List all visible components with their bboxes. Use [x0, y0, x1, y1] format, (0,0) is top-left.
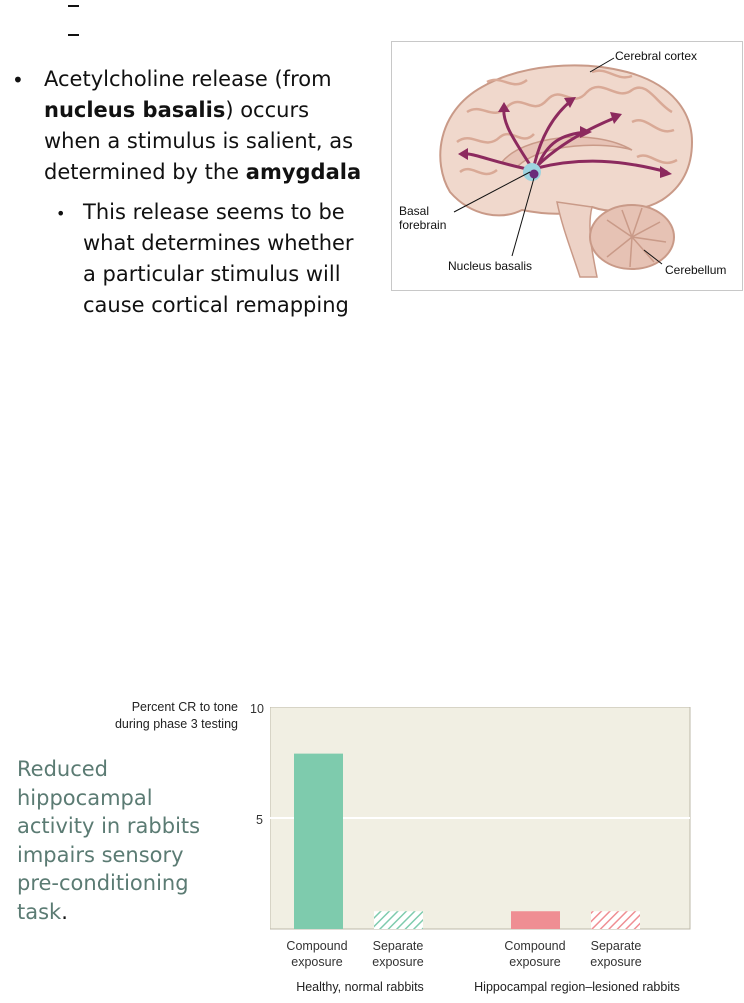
basal-forebrain-label: Basal forebrain: [399, 204, 447, 232]
side-note-line: Reduced: [17, 757, 109, 781]
y-tick-10: 10: [250, 702, 264, 716]
sub-bullet-text: This release seems to be what determines whether a particular stimulus will cause cortical remapping: [83, 200, 354, 317]
x-tick-label: Compound exposure: [286, 939, 348, 969]
list-dash-1: [68, 5, 79, 7]
y-tick-5: 5: [256, 813, 263, 827]
side-note-line: impairs sensory: [17, 842, 184, 867]
side-note-line: hippocampal: [17, 785, 153, 810]
cerebellum-shape: [590, 205, 674, 269]
chart-title: [70, 699, 238, 733]
chart-title-line-1: Percent CR to tone: [131, 700, 238, 714]
main-bullet-part1: Acetylcholine release (from: [44, 67, 332, 91]
bar-lesioned-separate: [591, 911, 640, 929]
cerebellum-label: Cerebellum: [665, 263, 727, 277]
nucleus-basalis-term: nucleus basalis: [44, 98, 226, 122]
side-note-line: task.: [17, 899, 68, 924]
nucleus-basalis-spot: [530, 170, 539, 179]
x-tick-label: Separate exposure: [590, 939, 642, 969]
side-note: [17, 755, 232, 926]
brain-illustration: [392, 42, 742, 290]
bar-healthy-compound: [294, 754, 343, 929]
bar-lesioned-compound: [511, 911, 560, 929]
bar-healthy-separate: [374, 911, 423, 929]
list-dash-2: [68, 34, 79, 36]
bar-chart: [270, 707, 694, 933]
x-tick-label: Compound exposure: [504, 939, 566, 969]
group-label-lesioned: Hippocampal region–lesioned rabbits: [474, 980, 680, 994]
cerebral-cortex-label: Cerebral cortex: [615, 49, 698, 63]
side-note-line: pre-conditioning: [17, 871, 189, 895]
main-bullet-text: [44, 64, 362, 188]
amygdala-term: amygdala: [245, 160, 362, 184]
nucleus-basalis-label: Nucleus basalis: [448, 259, 533, 273]
chart-title-line-2: during phase 3 testing: [114, 717, 238, 731]
brain-figure: [391, 41, 743, 291]
x-tick-label: Separate exposure: [372, 939, 424, 969]
side-note-line: activity in rabbits: [17, 814, 201, 838]
group-label-healthy: Healthy, normal rabbits: [296, 980, 424, 994]
main-bullet-part2: ) occurs when a stimulus is salient, as determined by the: [44, 98, 354, 184]
bullet-marker: •: [12, 68, 24, 92]
sub-bullet-marker: •: [56, 204, 66, 223]
